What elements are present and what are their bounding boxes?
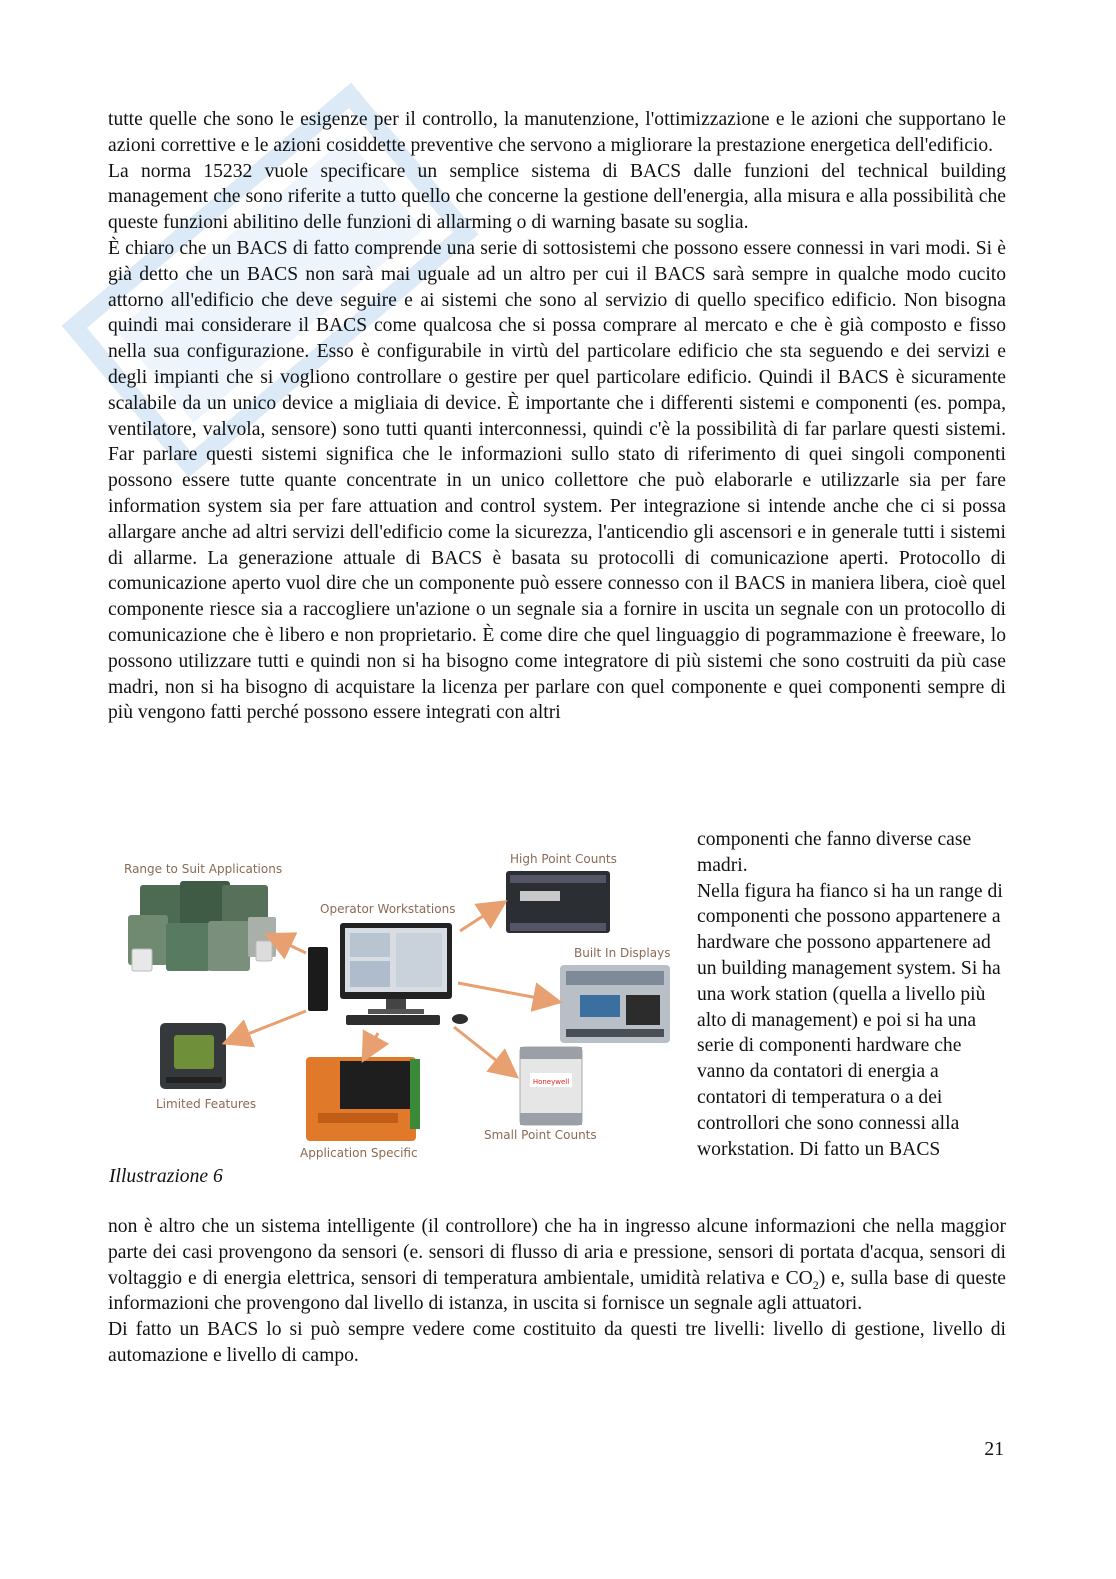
small-point-counts-image [520, 1047, 582, 1125]
application-specific-image [306, 1057, 420, 1141]
range-controllers-image [128, 881, 276, 971]
label-small: Small Point Counts [484, 1128, 597, 1142]
label-high: High Point Counts [510, 852, 617, 866]
label-limited: Limited Features [156, 1097, 257, 1111]
paragraph: È chiaro che un BACS di fatto comprende una serie di sottosistemi che possono essere connessi in vari modi. Si è già detto che un BACS non sarà mai uguale ad un altro per cui il BACS sarà sempre in qualche modo cucito attorno all'edificio che deve seguire e ai sistemi che sono al servizio di quello specifico edificio. Non bisogna quindi mai considerare il BACS come qualcosa che si possa comprare al mercato e che è già composto e fisso nella sua configurazione. Esso è configurabile in virtù del particolare edificio che sta seguendo e dei servizi e degli impianti che si vogliono controllare o gestire per quel particolare edificio. Quindi il BACS è sicuramente scalabile da un unico device a migliaia di device. È importante che i differenti sistemi e componenti (es. pompa, ventilatore, valvola, sensore) sono tutti quanti interconnessi, quindi c'è la possibilità di far parlare questi sistemi. Far parlare questi sistemi significa che le informazioni sullo stato di riferimento di quei singoli componenti possono essere tutte quante concentrate in un unico collettore che può elaborarle e utilizzarle sia per fare information system sia per fare attuation and control system. Per integrazione si intende anche che ci si possa allargare anche ad altri servizi dell'edificio come la sicurezza, l'anticendio gli ascensori e in generale tutti i sistemi di allarme. La generazione attuale di BACS è basata su protocolli di comunicazione aperti. Protocollo di comunicazione aperto vuol dire che un componente può essere connesso con il BACS in maniera libera, cioè quel componente riesce sia a raccogliere un'azione o un segnale sia a fornire in uscita un segnale con un protocollo di comunicazione che è libero e non proprietario. È come dire che quel linguaggio di pogrammazione è freeware, lo possono utilizzare tutti e quindi non si ha bisogno come integratore di più sistemi che sono costruiti da più case madri, non si ha bisogno di acquistare la licenza per parlare con quel componente e quei componenti sempre di più vengono fatti perché possono essere integrati con altri [108, 237, 1006, 724]
label-range: Range to Suit Applications [124, 862, 283, 876]
page-number: 21 [984, 1439, 1004, 1460]
label-operator: Operator Workstations [320, 902, 456, 916]
paragraph-part: ) e, sulla base di queste informazioni che provengono dal livello di istanza, in uscita si fornisce un segnale agli attuatori. [108, 1267, 1006, 1315]
device-brand-label: Honeywell [532, 1078, 570, 1086]
figure-caption: Illustrazione 6 [109, 1166, 223, 1187]
paragraph: Di fatto un BACS lo si può sempre vedere come costituito da questi tre livelli: livello di gestione, livello di automazione e livello di campo. [108, 1319, 1006, 1366]
paragraph [108, 1214, 1006, 1317]
paragraph-part: non è altro che un sistema intelligente (il controllore) che ha in ingresso alcune informazioni che nella maggior parte dei casi provengono da sensori (e. sensori di flusso di aria e pressione, sensori di portata d'acqua, sensori di voltaggio e di energia elettrica, sensori di temperatura ambientale, umidità relativa e CO [108, 1216, 1006, 1289]
bacs-components-figure [110, 845, 678, 1167]
body-text-top [108, 107, 1006, 726]
paragraph: La norma 15232 vuole specificare un semplice sistema di BACS dalle funzioni del technical building management che sono riferite a tutto quello che concerne la gestione dell'energia, alla misura e alla possibilità che queste funzioni abilitino delle funzioni di allarming o di warning basate su soglia. [108, 160, 1006, 234]
paragraph: Nella figura ha fianco si ha un range di componenti che possono appartenere a hardware che possono appartenere ad un building management system. Si ha una work station (quella a livello più alto di management) e poi si ha una serie di componenti hardware che vanno da contatori di energia a contatori di temperatura o a dei controllori che sono connessi alla workstation. Di fatto un BACS [697, 880, 1003, 1160]
operator-workstation-image [308, 923, 468, 1025]
high-point-counts-image [506, 871, 610, 933]
limited-features-image [160, 1023, 226, 1089]
label-built: Built In Displays [574, 946, 671, 960]
paragraph: tutte quelle che sono le esigenze per il controllo, la manutenzione, l'ottimizzazione e le azioni che supportano le azioni correttive e le azioni cosiddette preventive che servono a migliorare la prestazione energetica dell'edificio. [108, 109, 1006, 156]
body-text-bottom [108, 1214, 1006, 1369]
paragraph: componenti che fanno diverse case madri. [697, 829, 972, 876]
subscript: 2 [812, 1277, 819, 1292]
built-in-displays-image [560, 965, 670, 1043]
label-application: Application Specific [300, 1146, 418, 1160]
body-text-side [697, 827, 1009, 1162]
